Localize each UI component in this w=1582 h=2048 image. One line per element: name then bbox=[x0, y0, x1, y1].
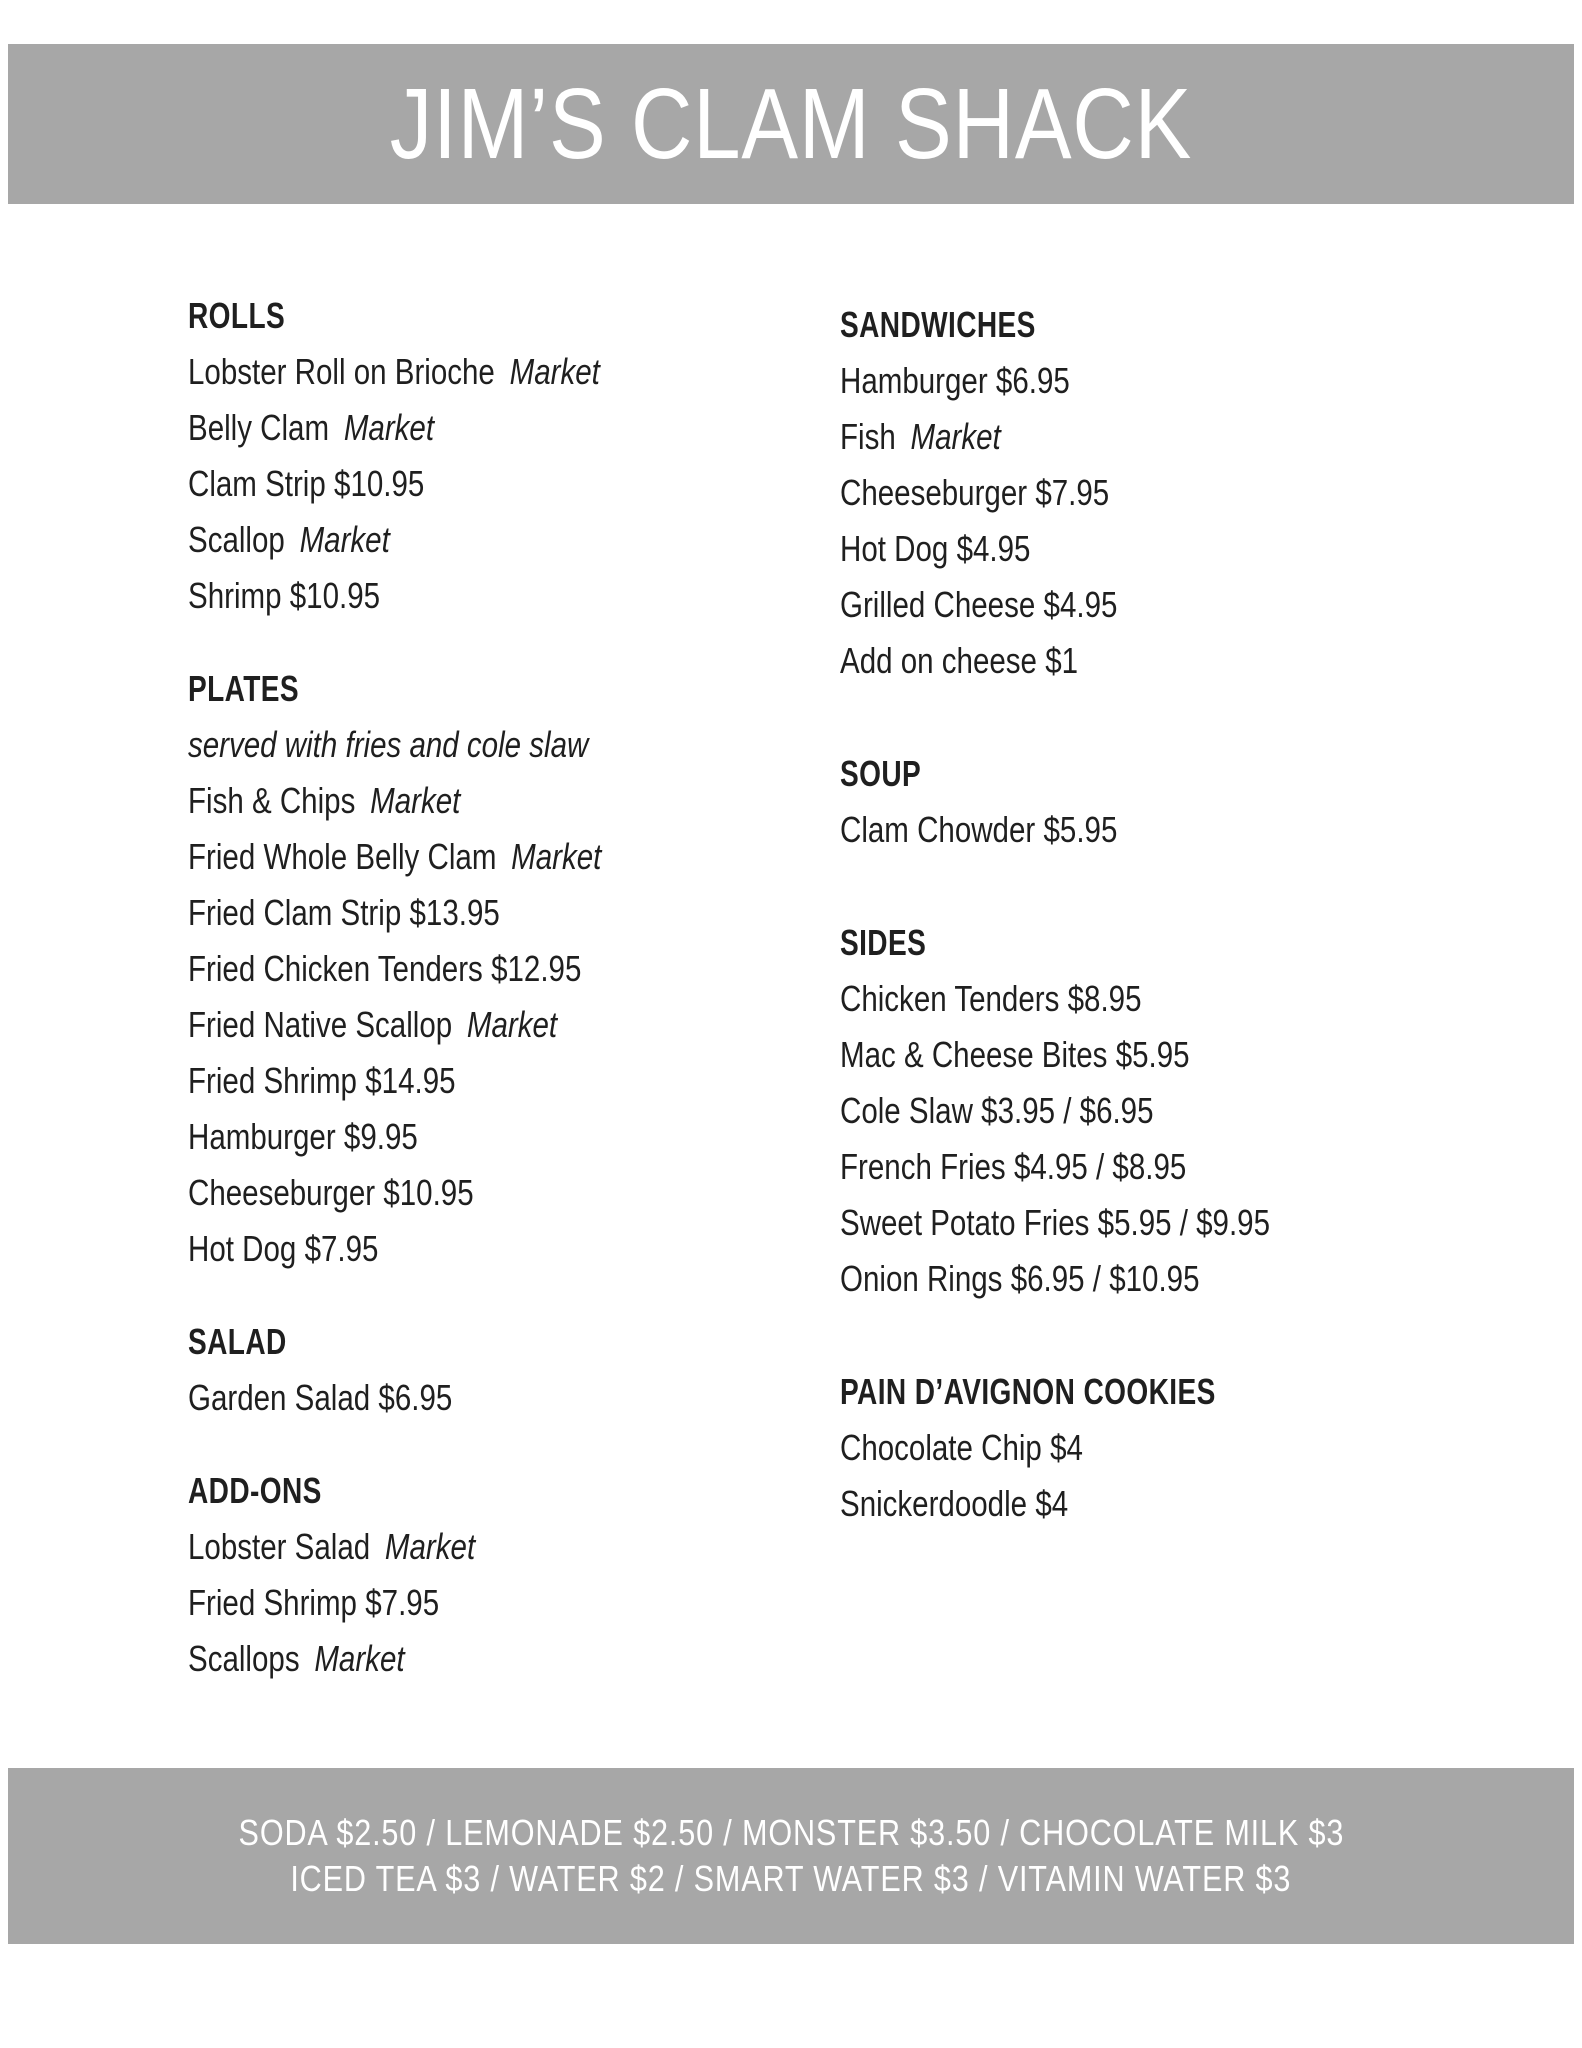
menu-item bbox=[840, 1083, 1448, 1139]
menu-item bbox=[840, 971, 1448, 1027]
menu-body bbox=[188, 204, 1582, 1687]
menu-item bbox=[188, 344, 723, 400]
item-name: Fish bbox=[840, 416, 896, 457]
item-price: $9.95 bbox=[343, 1116, 418, 1157]
menu-item bbox=[188, 773, 723, 829]
item-price: Market bbox=[370, 780, 461, 821]
item-name: Add on cheese bbox=[840, 640, 1037, 681]
section-heading: SANDWICHES bbox=[840, 304, 1036, 345]
item-price: Market bbox=[384, 1526, 476, 1567]
menu-item bbox=[840, 633, 1448, 689]
menu-item bbox=[188, 1575, 723, 1631]
item-name: Shrimp bbox=[188, 575, 282, 616]
item-price: Market bbox=[910, 416, 1001, 457]
menu-item bbox=[188, 997, 723, 1053]
section-heading: ROLLS bbox=[188, 295, 286, 336]
item-price: $4 bbox=[1050, 1427, 1083, 1468]
menu-item bbox=[840, 1251, 1448, 1307]
item-price: $10.95 bbox=[289, 575, 381, 616]
item-name: Cheeseburger bbox=[188, 1172, 376, 1213]
item-name: Lobster Salad bbox=[188, 1526, 371, 1567]
menu-item bbox=[840, 1195, 1448, 1251]
item-price: $5.95 bbox=[1043, 809, 1118, 850]
item-price: $4.95 bbox=[1043, 584, 1118, 625]
section-items bbox=[840, 971, 1582, 1307]
menu-section bbox=[840, 1364, 1582, 1532]
item-name: Grilled Cheese bbox=[840, 584, 1036, 625]
footer-drinks-line-2: ICED TEA $3 / WATER $2 / SMART WATER $3 / VITAMIN WATER $3 bbox=[290, 1858, 1292, 1899]
item-name: Hamburger bbox=[188, 1116, 336, 1157]
menu-item bbox=[188, 1519, 723, 1575]
menu-item bbox=[840, 1139, 1448, 1195]
section-items bbox=[840, 1420, 1582, 1532]
item-price: $4 bbox=[1035, 1483, 1069, 1524]
item-name: French Fries bbox=[840, 1146, 1006, 1187]
menu-item bbox=[188, 941, 723, 997]
item-name: Belly Clam bbox=[188, 407, 330, 448]
item-price: $5.95 / $9.95 bbox=[1097, 1202, 1271, 1243]
item-name: Fish & Chips bbox=[188, 780, 356, 821]
item-price: $6.95 bbox=[995, 360, 1070, 401]
menu-item bbox=[840, 1476, 1448, 1532]
item-price: $14.95 bbox=[365, 1060, 456, 1101]
menu-item bbox=[840, 521, 1448, 577]
item-price: $3.95 / $6.95 bbox=[981, 1090, 1154, 1131]
item-price: Market bbox=[466, 1004, 558, 1045]
section-note: served with fries and cole slaw bbox=[188, 724, 589, 765]
item-price: $5.95 bbox=[1115, 1034, 1190, 1075]
item-price: $7.95 bbox=[365, 1582, 440, 1623]
item-name: Mac & Cheese Bites bbox=[840, 1034, 1108, 1075]
menu-item bbox=[188, 1370, 723, 1426]
item-name: Hot Dog bbox=[188, 1228, 297, 1269]
header-banner bbox=[8, 44, 1574, 204]
item-name: Fried Whole Belly Clam bbox=[188, 836, 497, 877]
item-name: Cole Slaw bbox=[840, 1090, 973, 1131]
menu-item bbox=[188, 1221, 723, 1277]
item-name: Fried Chicken Tenders bbox=[188, 948, 483, 989]
item-name: Clam Chowder bbox=[840, 809, 1036, 850]
menu-item bbox=[188, 1165, 723, 1221]
menu-column-right bbox=[840, 204, 1582, 1532]
menu-item bbox=[188, 1109, 723, 1165]
section-items bbox=[188, 344, 840, 624]
menu-section bbox=[188, 661, 840, 1277]
item-price: $6.95 / $10.95 bbox=[1010, 1258, 1200, 1299]
item-price: $13.95 bbox=[409, 892, 500, 933]
item-name: Hamburger bbox=[840, 360, 988, 401]
item-price: Market bbox=[299, 519, 390, 560]
menu-section bbox=[188, 288, 840, 624]
item-price: $10.95 bbox=[383, 1172, 474, 1213]
section-heading: ADD-ONS bbox=[188, 1470, 322, 1511]
item-name: Scallop bbox=[188, 519, 285, 560]
menu-section bbox=[840, 746, 1582, 858]
item-name: Hot Dog bbox=[840, 528, 949, 569]
section-items bbox=[188, 1370, 840, 1426]
page-title: JIM’S CLAM SHACK bbox=[389, 67, 1193, 180]
menu-item bbox=[188, 400, 723, 456]
menu-item bbox=[840, 465, 1448, 521]
menu-item bbox=[188, 1053, 723, 1109]
menu-item bbox=[840, 409, 1448, 465]
item-name: Cheeseburger bbox=[840, 472, 1028, 513]
item-name: Onion Rings bbox=[840, 1258, 1003, 1299]
menu-item bbox=[188, 1631, 723, 1687]
footer-banner bbox=[8, 1768, 1574, 1944]
item-price: Market bbox=[343, 407, 435, 448]
menu-item bbox=[840, 1420, 1448, 1476]
item-price: Market bbox=[509, 351, 600, 392]
section-heading: SIDES bbox=[840, 922, 927, 963]
item-price: $7.95 bbox=[304, 1228, 379, 1269]
section-items bbox=[840, 353, 1582, 689]
item-name: Fried Clam Strip bbox=[188, 892, 402, 933]
menu-column-left bbox=[188, 204, 840, 1687]
menu-item bbox=[840, 802, 1448, 858]
section-heading: PAIN D’AVIGNON COOKIES bbox=[840, 1371, 1216, 1412]
item-name: Lobster Roll on Brioche bbox=[188, 351, 495, 392]
menu-item bbox=[188, 568, 723, 624]
menu-section bbox=[188, 1463, 840, 1687]
menu-item bbox=[188, 885, 723, 941]
item-price: $6.95 bbox=[378, 1377, 453, 1418]
item-price: $10.95 bbox=[334, 463, 425, 504]
item-price: Market bbox=[314, 1638, 405, 1679]
item-name: Chicken Tenders bbox=[840, 978, 1060, 1019]
item-name: Snickerdoodle bbox=[840, 1483, 1028, 1524]
item-name: Fried Shrimp bbox=[188, 1582, 357, 1623]
menu-item bbox=[188, 456, 723, 512]
section-heading: SALAD bbox=[188, 1321, 287, 1362]
menu-item bbox=[188, 829, 723, 885]
menu-item bbox=[188, 512, 723, 568]
item-price: Market bbox=[511, 836, 602, 877]
item-price: $8.95 bbox=[1067, 978, 1142, 1019]
item-name: Scallops bbox=[188, 1638, 300, 1679]
item-price: $1 bbox=[1045, 640, 1079, 681]
section-heading: SOUP bbox=[840, 753, 922, 794]
menu-section bbox=[840, 297, 1582, 689]
item-name: Garden Salad bbox=[188, 1377, 371, 1418]
menu-item bbox=[840, 1027, 1448, 1083]
item-name: Chocolate Chip bbox=[840, 1427, 1042, 1468]
footer-drinks-line-1: SODA $2.50 / LEMONADE $2.50 / MONSTER $3.50 / CHOCOLATE MILK $3 bbox=[238, 1812, 1344, 1853]
item-name: Fried Native Scallop bbox=[188, 1004, 453, 1045]
section-items bbox=[188, 773, 840, 1277]
menu-section bbox=[188, 1314, 840, 1426]
section-items bbox=[188, 1519, 840, 1687]
item-price: $4.95 / $8.95 bbox=[1013, 1146, 1187, 1187]
item-price: $7.95 bbox=[1035, 472, 1110, 513]
item-price: $4.95 bbox=[956, 528, 1031, 569]
section-heading: PLATES bbox=[188, 668, 300, 709]
menu-item bbox=[840, 577, 1448, 633]
section-items bbox=[840, 802, 1582, 858]
menu-item bbox=[840, 353, 1448, 409]
menu-section bbox=[840, 915, 1582, 1307]
item-price: $12.95 bbox=[491, 948, 582, 989]
item-name: Fried Shrimp bbox=[188, 1060, 357, 1101]
item-name: Clam Strip bbox=[188, 463, 326, 504]
item-name: Sweet Potato Fries bbox=[840, 1202, 1090, 1243]
